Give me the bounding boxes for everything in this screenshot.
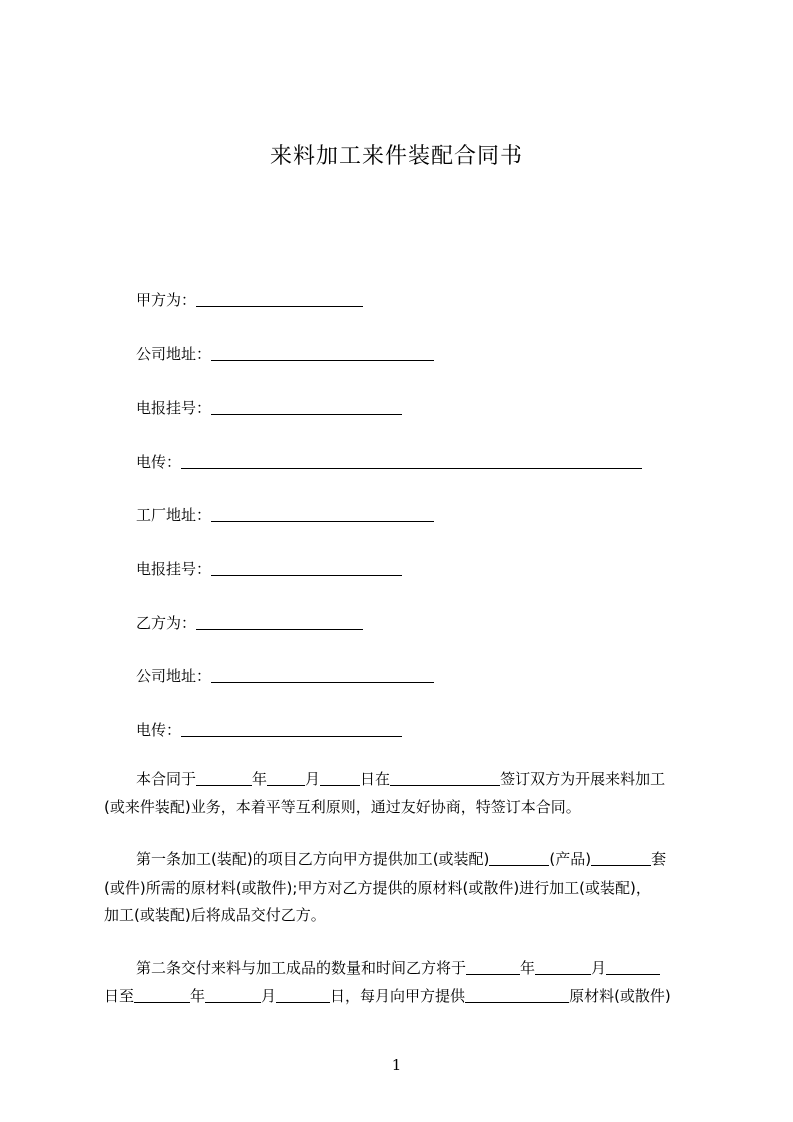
page-number: 1 [391,1056,402,1074]
field-label: 电传： [136,453,182,471]
party-a-name-field [136,289,363,311]
article-2-line-2 [104,985,671,1007]
article-1-line-3: 加工(或装配)后将成品交付乙方。 [104,906,326,924]
blank-line[interactable] [535,957,591,975]
party-a-factory-cable-field [136,558,402,580]
article-1-line-1 [136,848,666,870]
blank-line[interactable] [466,957,520,975]
blank-line[interactable] [267,768,305,786]
blank-line[interactable] [489,848,549,866]
blank-line[interactable] [211,343,434,361]
blank-line[interactable] [606,957,660,975]
article-2-line-1 [136,957,660,979]
party-b-name-field [136,612,363,634]
blank-line[interactable] [181,451,642,469]
document-title: 来料加工来件装配合同书 [269,144,523,169]
field-label: 电报挂号： [136,399,212,417]
intro-text: 本合同于 [136,770,197,788]
intro-line-1 [136,768,665,790]
party-a-address-field [136,343,434,365]
blank-line[interactable] [196,768,252,786]
party-a-telex-field [136,451,642,473]
field-label: 甲方为： [136,291,197,309]
article-text: 原材料(或散件) [569,987,671,1005]
party-a-factory-address-field [136,504,434,526]
party-b-address-field [136,665,434,687]
blank-line[interactable] [591,848,651,866]
blank-line[interactable] [211,558,402,576]
blank-line[interactable] [196,289,363,307]
intro-text: 签订双方为开展来料加工 [500,770,666,788]
article-text: 年 [190,987,206,1005]
blank-line[interactable] [390,768,500,786]
blank-line[interactable] [196,612,363,630]
blank-line[interactable] [181,719,402,737]
intro-text: 日在 [360,770,391,788]
article-text: 日至 [104,987,135,1005]
party-a-cable-field [136,397,402,419]
article-text: 套 [651,850,667,868]
intro-text: 年 [252,770,268,788]
article-text: 第一条加工(装配)的项目乙方向甲方提供加工(或装配) [136,850,490,868]
article-text: (产品) [549,850,592,868]
article-text: 年 [520,959,536,977]
blank-line[interactable] [465,985,569,1003]
blank-line[interactable] [276,985,330,1003]
article-text: 月 [261,987,277,1005]
blank-line[interactable] [211,665,434,683]
blank-line[interactable] [205,985,261,1003]
blank-line[interactable] [134,985,190,1003]
field-label: 乙方为： [136,614,197,632]
blank-line[interactable] [211,504,434,522]
article-text: 月 [591,959,607,977]
intro-line-2: (或来件装配)业务，本着平等互利原则，通过友好协商，特签订本合同。 [104,798,581,816]
field-label: 电报挂号： [136,560,212,578]
party-b-telex-field [136,719,402,741]
intro-text: 月 [305,770,321,788]
field-label: 公司地址： [136,667,212,685]
field-label: 电传： [136,721,182,739]
article-text: 日，每月向甲方提供 [330,987,466,1005]
article-1-line-2: (或件)所需的原材料(或散件);甲方对乙方提供的原材料(或散件)进行加工(或装配)， [104,879,651,897]
blank-line[interactable] [320,768,360,786]
field-label: 公司地址： [136,345,212,363]
field-label: 工厂地址： [136,506,212,524]
blank-line[interactable] [211,397,402,415]
article-text: 第二条交付来料与加工成品的数量和时间乙方将于 [136,959,467,977]
